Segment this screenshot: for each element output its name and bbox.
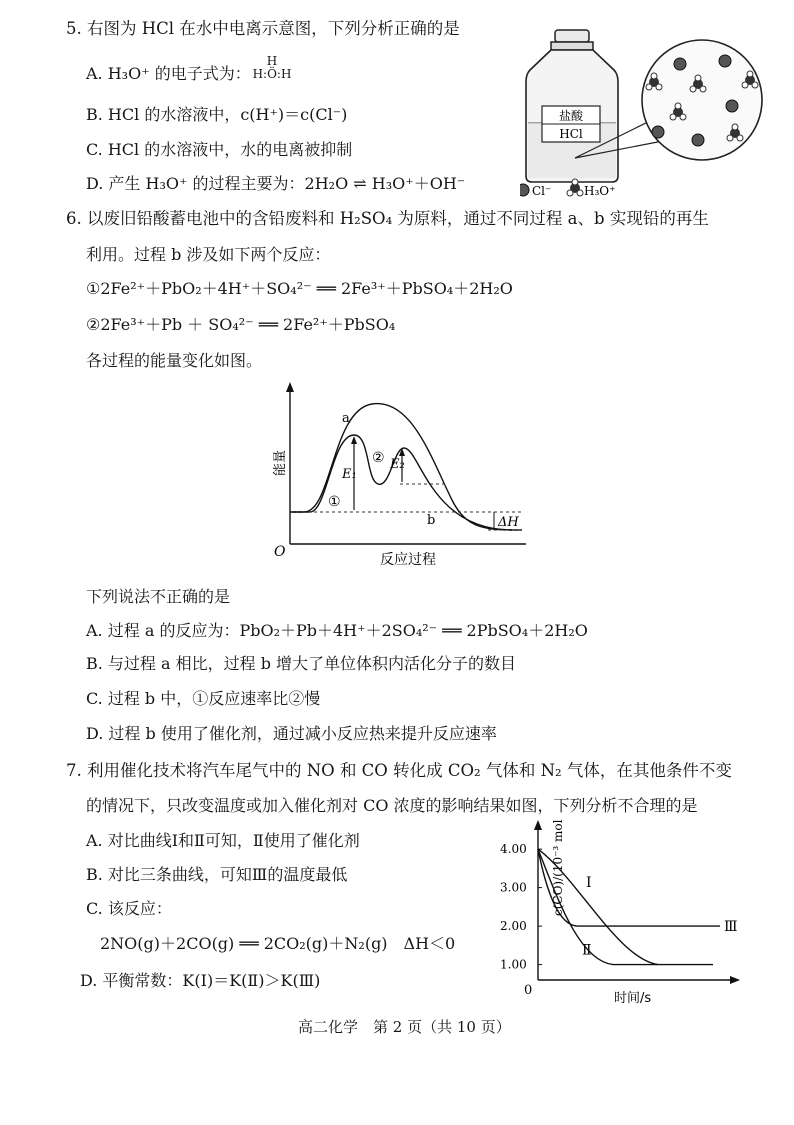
- co-x-axis-arrow-icon: [730, 976, 740, 984]
- co-ticks: [500, 842, 542, 972]
- co-ytick-label: 2.00: [500, 919, 527, 934]
- y-axis-arrow-icon: [286, 382, 294, 392]
- bottle-label2: HCl: [559, 127, 583, 141]
- q7-stem-line1: 7. 利用催化技术将汽车尾气中的 NO 和 CO 转化成 CO₂ 气体和 N₂ 气体，在其他条件不变: [66, 761, 732, 780]
- legend-cl-icon: [520, 184, 529, 196]
- q6-option-b: B. 与过程 a 相比，过程 b 增大了单位体积内活化分子的数目: [86, 654, 517, 673]
- q6-stem-line1: 6. 以废旧铅酸蓄电池中的含铅废料和 H₂SO₄ 为原料，通过不同过程 a、b 实现铅的再生: [66, 209, 709, 228]
- bottle-svg: [520, 28, 770, 208]
- co-origin: 0: [524, 983, 533, 998]
- q5-stem: 5. 右图为 HCl 在水中电离示意图，下列分析正确的是: [66, 19, 460, 38]
- q5-option-d: D. 产生 H₃O⁺ 的过程主要为：2H₂O ⇌ H₃O⁺＋OH⁻: [86, 174, 466, 193]
- legend-h3o-label: H₃O⁺: [584, 184, 616, 198]
- co-xlabel: 时间/s: [614, 991, 652, 1004]
- q5-option-b: B. HCl 的水溶液中，c(H⁺)＝c(Cl⁻): [86, 105, 348, 124]
- co-ytick-label: 3.00: [500, 880, 527, 895]
- label-e2: E₂: [390, 457, 405, 472]
- co-ylabel: c(CO)/(10⁻³ mol · L⁻¹): [551, 818, 565, 916]
- q6-reaction2: ②2Fe³⁺＋Pb ＋ SO₄²⁻ ══ 2Fe²⁺＋PbSO₄: [86, 315, 396, 334]
- curve-II-label: Ⅱ: [582, 942, 592, 959]
- label-e1: E₁: [342, 467, 357, 482]
- q7-option-a: A. 对比曲线Ⅰ和Ⅱ可知，Ⅱ使用了催化剂: [86, 831, 360, 850]
- co-chart-svg: [478, 818, 740, 1004]
- q6-option-d: D. 过程 b 使用了催化剂，通过减小反应热来提升反应速率: [86, 724, 497, 743]
- label-b: b: [427, 513, 436, 528]
- curve-I-label: Ⅰ: [586, 875, 592, 892]
- co-lines: [538, 849, 738, 965]
- bottle-label1: 盐酸: [558, 109, 584, 123]
- q5-option-a-text: A. H₃O⁺ 的电子式为：: [86, 64, 251, 83]
- curve-b: [290, 435, 512, 530]
- chart-origin: O: [274, 544, 286, 560]
- label-step1: ①: [328, 494, 341, 510]
- energy-diagram-svg: [262, 380, 532, 570]
- co-y-axis-arrow-icon: [534, 820, 542, 830]
- energy-diagram: [262, 380, 532, 570]
- formula-top: H: [266, 54, 278, 68]
- cl-ion: [674, 58, 686, 70]
- q5-option-c: C. HCl 的水溶液中，水的电离被抑制: [86, 140, 353, 159]
- co-ytick-label: 1.00: [500, 957, 527, 972]
- e2-arrow-head-icon: [399, 448, 405, 456]
- formula-mid: H:Ö:H: [252, 67, 292, 81]
- cl-ion: [652, 126, 664, 138]
- q6-option-c: C. 过程 b 中，①反应速率比②慢: [86, 689, 321, 708]
- q6-ask: 下列说法不正确的是: [86, 587, 231, 606]
- q7-option-c-equation: 2NO(g)＋2CO(g) ══ 2CO₂(g)＋N₂(g) ΔH＜0: [100, 934, 456, 953]
- e1-arrow-head-icon: [351, 436, 357, 444]
- cl-ion: [692, 134, 704, 146]
- cl-ion: [726, 100, 738, 112]
- energy-xlabel: 反应过程: [380, 552, 436, 568]
- cl-ion: [719, 55, 731, 67]
- q7-option-d: D. 平衡常数：K(Ⅰ)＝K(Ⅱ)＞K(Ⅲ): [80, 971, 321, 990]
- q6-note: 各过程的能量变化如图。: [86, 351, 263, 370]
- q7-option-b: B. 对比三条曲线，可知Ⅲ的温度最低: [86, 865, 348, 884]
- page-footer: 高二化学 第 2 页（共 10 页）: [298, 1018, 511, 1036]
- co-ytick-label: 4.00: [500, 842, 527, 857]
- stopper-icon: [555, 30, 589, 42]
- energy-ylabel: 能量: [273, 449, 288, 476]
- label-a: a: [342, 411, 350, 426]
- label-dh: ΔH: [498, 515, 519, 530]
- q5-option-a: [86, 63, 251, 85]
- curve-a: [290, 404, 522, 530]
- q7-stem-line2: 的情况下，只改变温度或加入催化剂对 CO 浓度的影响结果如图，下列分析不合理的是: [86, 796, 698, 815]
- legend-cl-label: Cl⁻: [532, 184, 552, 198]
- curve-III-label: Ⅲ: [724, 919, 738, 936]
- bottle-neck-icon: [551, 42, 593, 50]
- q5-option-a-formula: [252, 55, 292, 81]
- label-step2: ②: [372, 450, 385, 466]
- q6-option-a: A. 过程 a 的反应为：PbO₂＋Pb＋4H⁺＋2SO₄²⁻ ══ 2PbSO₄＋2H₂O: [86, 621, 588, 640]
- hcl-bottle-figure: [520, 28, 770, 208]
- q6-stem-line2: 利用。过程 b 涉及如下两个反应：: [86, 245, 331, 264]
- q7-option-c: C. 该反应：: [86, 899, 172, 918]
- co-chart: [478, 818, 740, 1004]
- q6-reaction1: ①2Fe²⁺＋PbO₂＋4H⁺＋SO₄²⁻ ══ 2Fe³⁺＋PbSO₄＋2H₂O: [86, 279, 513, 298]
